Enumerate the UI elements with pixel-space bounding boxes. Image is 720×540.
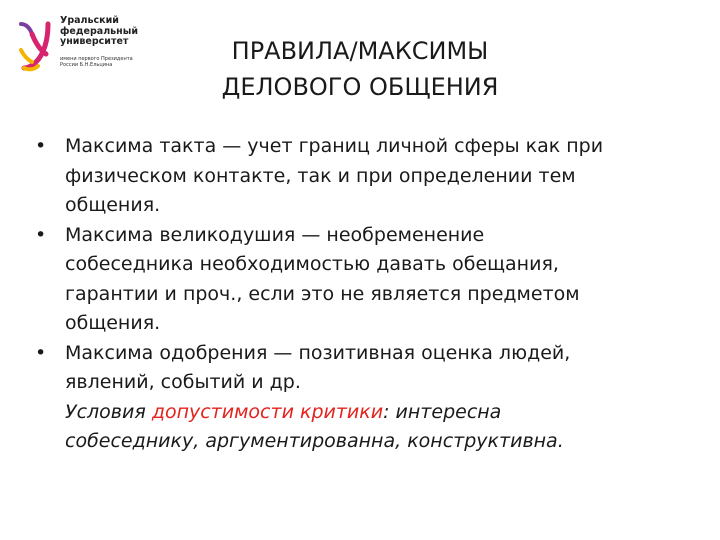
logo-line-3: университет	[60, 36, 129, 47]
criticism-conditions-line-2: собеседнику, аргументированна, конструктивна.	[65, 430, 564, 452]
bullet-text-line: физическом контакте, так и при определении тем	[65, 164, 576, 187]
logo-subtitle	[60, 56, 133, 68]
criticism-highlight: допустимости критики	[151, 400, 384, 423]
bullet-text-line: общения.	[65, 312, 161, 334]
bullet-list	[30, 132, 690, 457]
bullet-text-line: явлений, событий и др.	[65, 371, 301, 393]
logo-line-2: федеральный	[60, 25, 138, 37]
title-line-2: ДЕЛОВОГО ОБЩЕНИЯ	[221, 73, 499, 101]
bullet-text-line: • Максима такта — учет границ личной сферы как при	[65, 135, 604, 157]
logo-line-1: Уральский	[60, 15, 119, 26]
title-line-1: ПРАВИЛА/МАКСИМЫ	[231, 37, 489, 65]
logo-sub-line-1: имени первого Президента	[60, 56, 133, 62]
bullet-item-approval	[30, 339, 690, 457]
criticism-conditions-line	[65, 398, 690, 428]
bullet-text-line: • Максима одобрения — позитивная оценка людей,	[65, 341, 571, 364]
urfu-logo-icon	[18, 20, 54, 72]
bullet-item-tact	[30, 132, 690, 221]
bullet-text-line: собеседника необходимостью давать обещания,	[65, 253, 559, 275]
conditions-suffix: : интересна	[383, 400, 502, 423]
conditions-prefix: Условия	[65, 400, 152, 423]
logo-sub-line-2: России Б.Н.Ельцина	[60, 62, 113, 68]
bullet-text-line: общения.	[65, 194, 161, 216]
bullet-item-generosity	[30, 221, 690, 339]
logo-wordmark	[60, 16, 138, 48]
university-logo	[18, 16, 153, 76]
bullet-text-line: • Максима великодушия — необременение	[65, 223, 485, 246]
bullet-text-line: гарантии и проч., если это не является предметом	[65, 282, 580, 305]
page-title	[150, 33, 570, 105]
